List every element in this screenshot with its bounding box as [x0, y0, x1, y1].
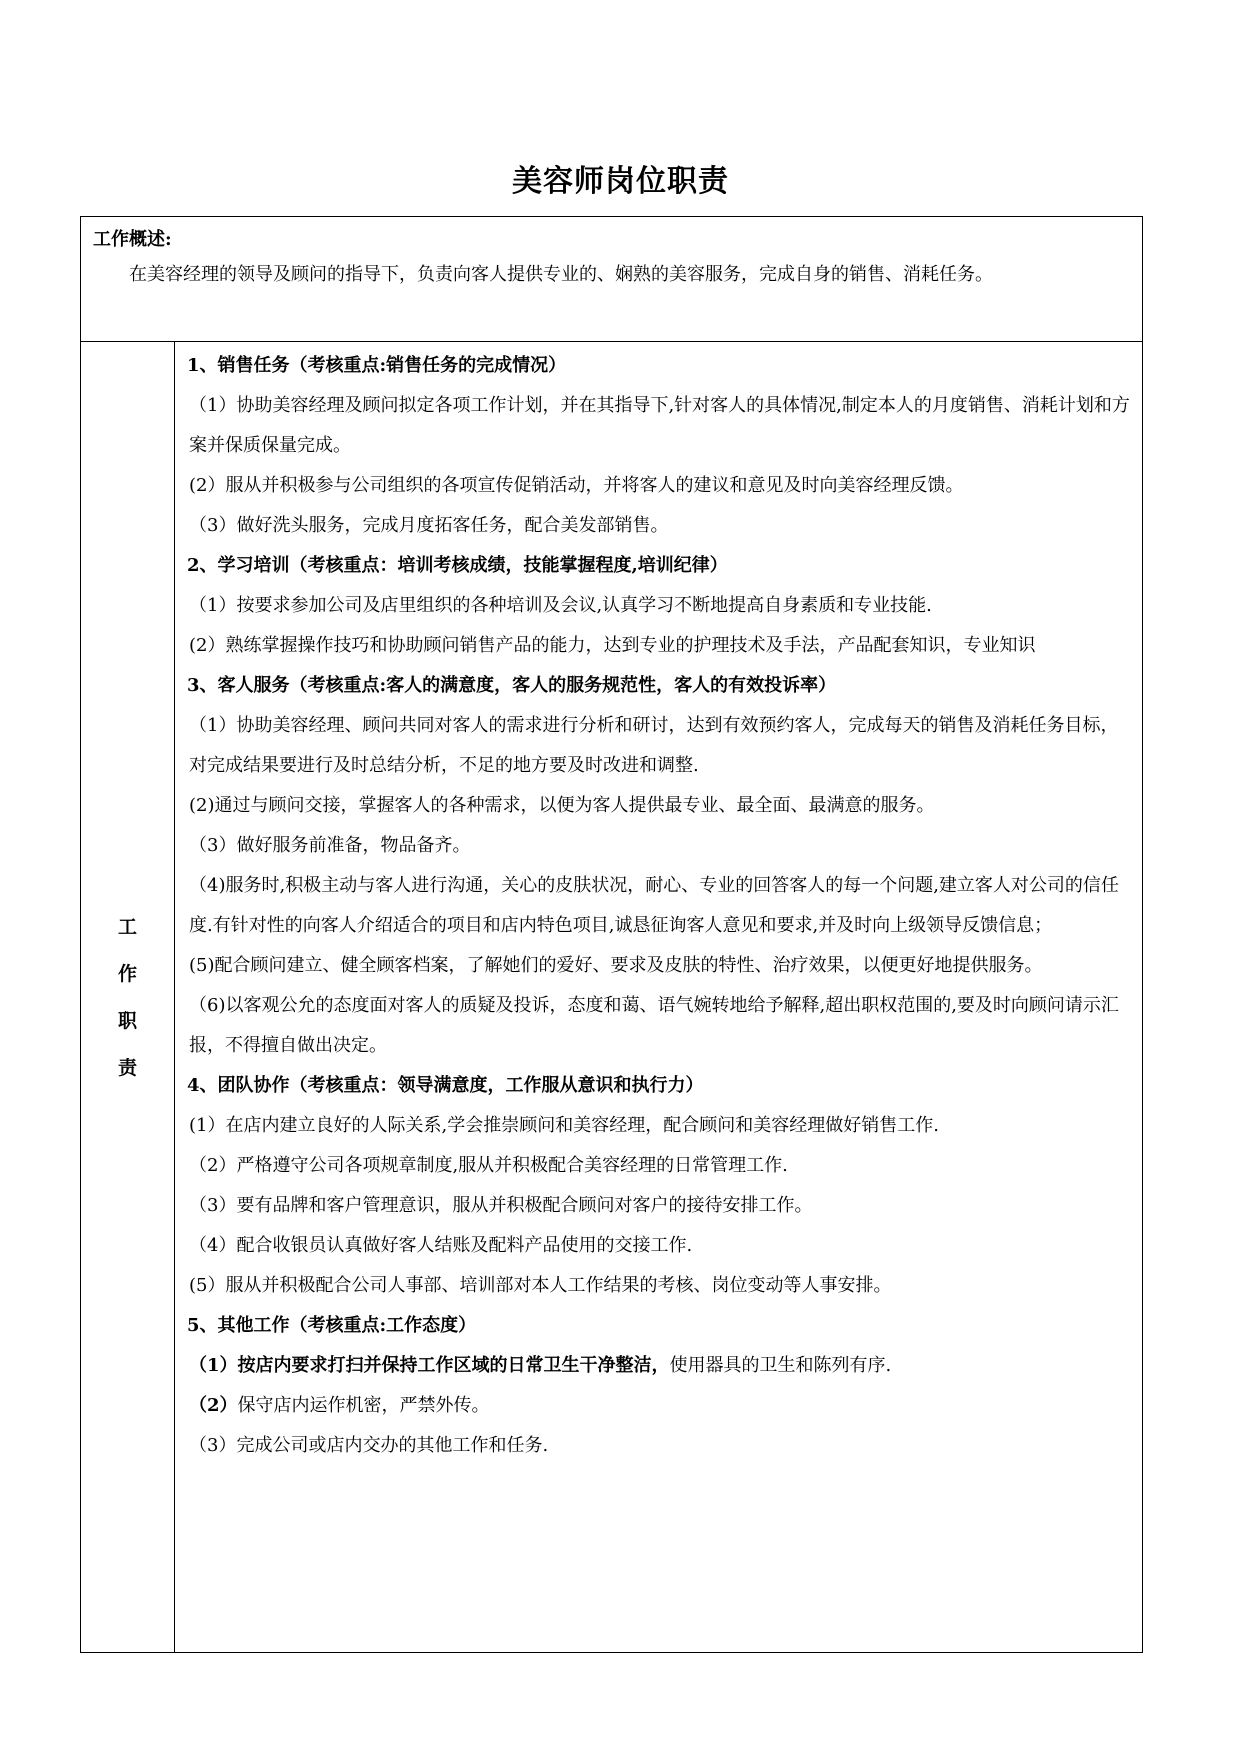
list-item: （6)以客观公允的态度面对客人的质疑及投诉，态度和蔼、语气婉转地给予解释,超出职权范围的,要及时向顾问请示汇报，不得擅自做出决定。 — [189, 995, 1119, 1056]
list-item-lead: （2） — [189, 1395, 238, 1416]
overview-row — [81, 217, 1143, 342]
list-item-rest: 使用器具的卫生和陈列有序. — [669, 1355, 892, 1376]
side-label — [81, 912, 174, 1083]
section-heading-training: 2、学习培训（考核重点：培训考核成绩，技能掌握程度,培训纪律） — [187, 555, 728, 576]
list-item: (1）在店内建立良好的人际关系,学会推崇顾问和美容经理，配合顾问和美容经理做好销售工作. — [189, 1115, 939, 1136]
overview-cell — [81, 217, 1143, 342]
section-heading-other: 5、其他工作（考核重点:工作态度） — [187, 1315, 477, 1336]
overview-heading: 工作概述: — [93, 229, 172, 250]
list-item: （4)服务时,积极主动与客人进行沟通，关心的皮肤状况，耐心、专业的回答客人的每一个问题,建立客人对公司的信任度.有针对性的向客人介绍适合的项目和店内特色项目,诚恳征询客人意见和要求,并及时向上级领导反馈信息； — [189, 875, 1119, 936]
list-item: （3）做好服务前准备，物品备齐。 — [189, 835, 471, 856]
list-item: （4）配合收银员认真做好客人结账及配料产品使用的交接工作. — [189, 1235, 693, 1256]
list-item: (2）熟练掌握操作技巧和协助顾问销售产品的能力，达到专业的护理技术及手法，产品配套知识，专业知识 — [189, 635, 1036, 656]
section-heading-sales: 1、销售任务（考核重点:销售任务的完成情况） — [187, 355, 567, 376]
side-label-char: 作 — [117, 962, 137, 985]
section-heading-teamwork: 4、团队协作（考核重点：领导满意度，工作服从意识和执行力） — [187, 1075, 704, 1096]
duties-row — [81, 342, 1143, 1653]
side-label-char: 职 — [117, 1009, 137, 1032]
list-item: （1）按要求参加公司及店里组织的各种培训及会议,认真学习不断地提高自身素质和专业技能. — [189, 595, 932, 616]
list-item: (2)通过与顾问交接，掌握客人的各种需求，以便为客人提供最专业、最全面、最满意的服务。 — [189, 795, 935, 816]
section-heading-customer-service: 3、客人服务（考核重点:客人的满意度，客人的服务规范性，客人的有效投诉率） — [187, 675, 837, 696]
duties-table — [80, 216, 1143, 1653]
side-label-char: 工 — [117, 915, 137, 938]
list-item-rest: 保守店内运作机密，严禁外传。 — [237, 1395, 490, 1416]
list-item-lead: （1）按店内要求打扫并保持工作区域的日常卫生干净整洁， — [189, 1355, 670, 1376]
list-item: （2）严格遵守公司各项规章制度,服从并积极配合美容经理的日常管理工作. — [189, 1155, 788, 1176]
list-item — [187, 1346, 1130, 1386]
list-item: (5)配合顾问建立、健全顾客档案，了解她们的爱好、要求及皮肤的特性、治疗效果，以便更好地提供服务。 — [189, 955, 1043, 976]
page-title: 美容师岗位职责 — [512, 164, 729, 199]
duties-cell — [175, 342, 1143, 1653]
list-item: （1）协助美容经理、顾问共同对客人的需求进行分析和研讨，达到有效预约客人，完成每天的销售及消耗任务目标，对完成结果要进行及时总结分析，不足的地方要及时改进和调整. — [189, 715, 1119, 776]
list-item: （3）做好洗头服务，完成月度拓客任务，配合美发部销售。 — [189, 515, 669, 536]
list-item: （3）要有品牌和客户管理意识，服从并积极配合顾问对客户的接待安排工作。 — [189, 1195, 813, 1216]
list-item: （1）协助美容经理及顾问拟定各项工作计划，并在其指导下,针对客人的具体情况,制定本人的月度销售、消耗计划和方案并保质保量完成。 — [189, 395, 1130, 456]
list-item: （3）完成公司或店内交办的其他工作和任务. — [189, 1435, 549, 1456]
list-item: (5）服从并积极配合公司人事部、培训部对本人工作结果的考核、岗位变动等人事安排。 — [189, 1275, 892, 1296]
list-item — [187, 1386, 1130, 1426]
side-label-char: 责 — [117, 1056, 137, 1079]
list-item: (2）服从并积极参与公司组织的各项宣传促销活动，并将客人的建议和意见及时向美容经理反馈。 — [189, 475, 964, 496]
side-label-cell — [81, 342, 175, 1653]
overview-text: 在美容经理的领导及顾问的指导下，负责向客人提供专业的、娴熟的美容服务，完成自身的销售、消耗任务。 — [129, 264, 993, 285]
